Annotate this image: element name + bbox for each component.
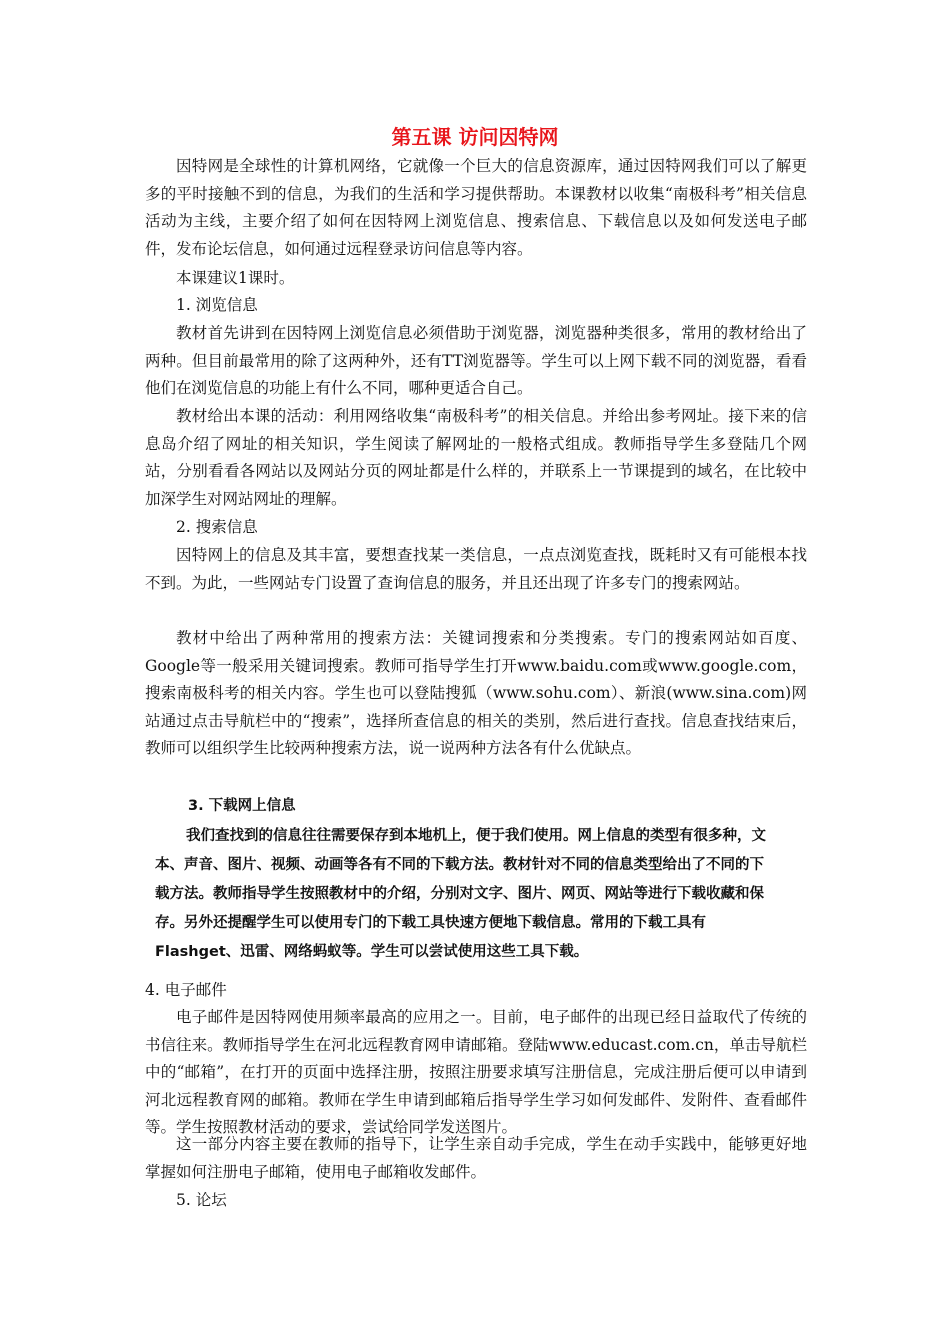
section-heading-email: 4. 电子邮件 <box>145 981 227 999</box>
section-heading-download: 3. 下载网上信息 <box>188 798 296 814</box>
email-paragraph: 电子邮件是因特网使用频率最高的应用之一。目前，电子邮件的出现已经日益取代了传统的书信往来。教师指导学生在河北远程教育网申请邮箱。登陆www.educast.com.cn，单击导航栏中的“邮箱”，在打开的页面中选择注册，按照注册要求填写注册信息，完成注册后便可以申请到河北远程教育网的邮箱。教师在学生申请到邮箱后指导学生学习如何发邮件、发附件、查看邮件等。学生按照教材活动的要求，尝试给同学发送图片。 <box>145 1008 807 1136</box>
section-heading-forum: 5. 论坛 <box>176 1191 227 1209</box>
browse-paragraph: 教材首先讲到在因特网上浏览信息必须借助于浏览器，浏览器种类很多，常用的教材给出了两种。但目前最常用的除了这两种外，还有TT浏览器等。学生可以上网下载不同的浏览器，看看他们在浏览信息的功能上有什么不同，哪种更适合自己。 <box>145 324 807 397</box>
section-heading-search: 2. 搜索信息 <box>176 518 258 536</box>
page-title: 第五课 访问因特网 <box>391 125 559 149</box>
section-heading-browse: 1. 浏览信息 <box>176 296 258 314</box>
activity-paragraph: 教材给出本课的活动：利用网络收集“南极科考”的相关信息。并给出参考网址。接下来的信息岛介绍了网址的相关知识，学生阅读了解网址的一般格式组成。教师指导学生多登陆几个网站，分别看看各网站以及网站分页的网址都是什么样的，并联系上一节课提到的域名，在比较中加深学生对网站网址的理解。 <box>145 407 807 508</box>
search-paragraph: 因特网上的信息及其丰富，要想查找某一类信息，一点点浏览查找，既耗时又有可能根本找不到。为此，一些网站专门设置了查询信息的服务，并且还出现了许多专门的搜索网站。 <box>145 546 807 592</box>
lesson-hours-paragraph: 本课建议1课时。 <box>176 269 295 287</box>
download-paragraph: 我们查找到的信息往往需要保存到本地机上，便于我们使用。网上信息的类型有很多种，文本、声音、图片、视频、动画等各有不同的下载方法。教材针对不同的信息类型给出了不同的下载方法。教师指导学生按照教材中的介绍，分别对文字、图片、网页、网站等进行下载收藏和保存。另外还提醒学生可以使用专门的下载工具快速方便地下载信息。常用的下载工具有Flashget、迅雷、网络蚂蚁等。学生可以尝试使用这些工具下载。 <box>155 828 766 960</box>
intro-paragraph: 因特网是全球性的计算机网络，它就像一个巨大的信息资源库，通过因特网我们可以了解更多的平时接触不到的信息，为我们的生活和学习提供帮助。本课教材以收集“南极科考”相关信息活动为主线，主要介绍了如何在因特网上浏览信息、搜索信息、下载信息以及如何发送电子邮件，发布论坛信息，如何通过远程登录访问信息等内容。 <box>145 157 807 258</box>
search-methods-paragraph: 教材中给出了两种常用的搜索方法：关键词搜索和分类搜索。专门的搜索网站如百度、Google等一般采用关键词搜索。教师可指导学生打开www.baidu.com或www.google.com，搜索南极科考的相关内容。学生也可以登陆搜狐（www.sohu.com）、新浪(www.sina.com)网站通过点击导航栏中的“搜索”，选择所查信息的相关的类别，然后进行查找。信息查找结束后，教师可以组织学生比较两种搜索方法，说一说两种方法各有什么优缺点。 <box>145 629 807 757</box>
email-summary-paragraph: 这一部分内容主要在教师的指导下，让学生亲自动手完成，学生在动手实践中，能够更好地掌握如何注册电子邮箱，使用电子邮箱收发邮件。 <box>145 1135 807 1181</box>
